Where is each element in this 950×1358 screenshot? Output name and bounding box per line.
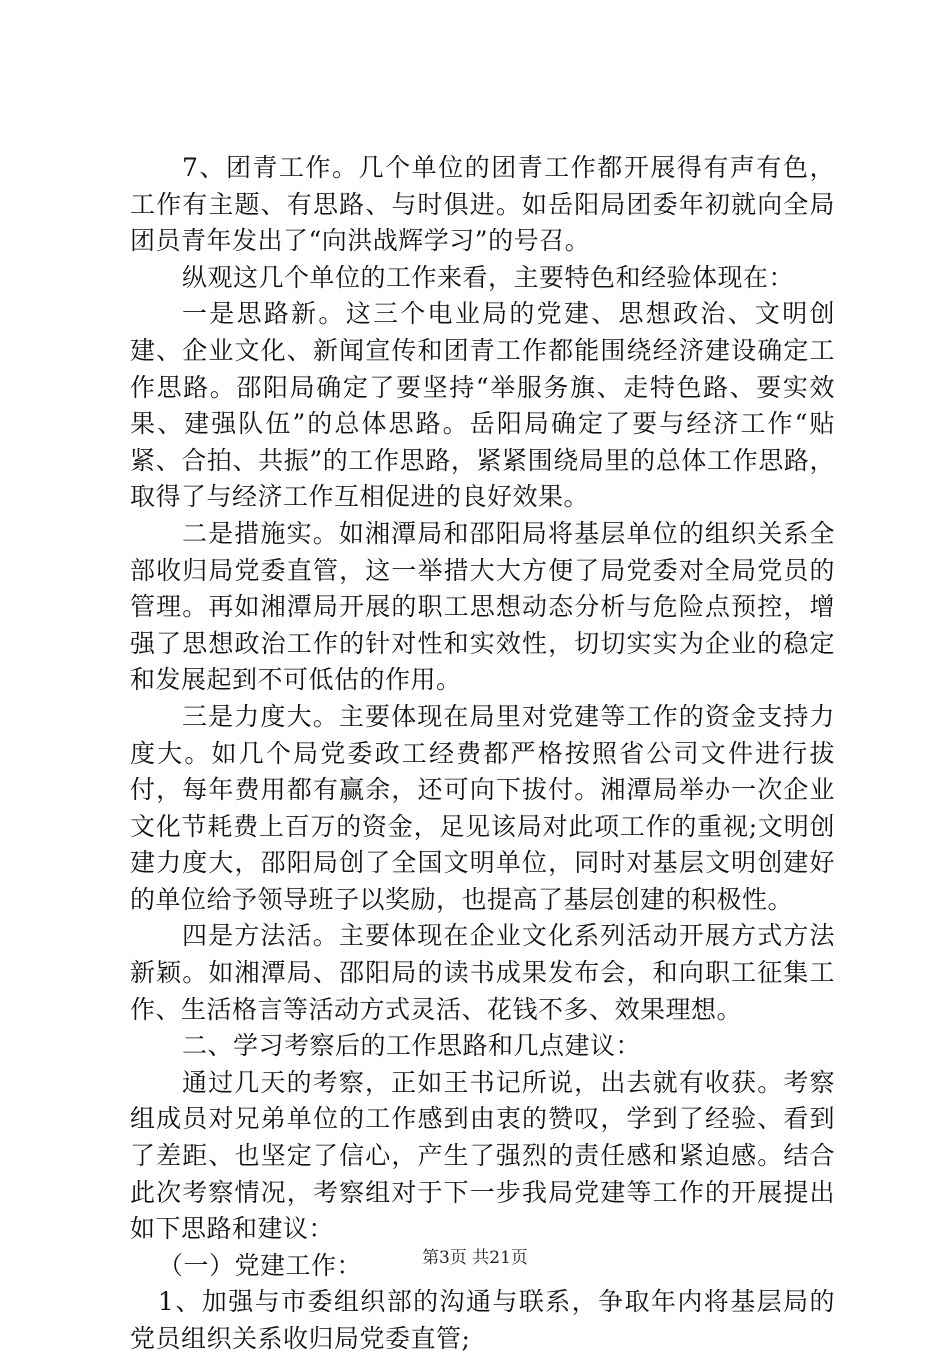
paragraph-strong-support: 三是力度大。主要体现在局里对党建等工作的资金支持力度大。如几个局党委政工经费都严格按照省公司文件进行拔付，每年费用都有赢余，还可向下拔付。湘潭局举办一次企业文化节耗费上百万的资金，足见该局对此项工作的重视;文明创建力度大，邵阳局创了全国文明单位，同时对基层文明创建好的单位给予领导班子以奖励，也提高了基层创建的积极性。: [130, 701, 835, 914]
paragraph-item-1: 1、加强与市委组织部的沟通与联系，争取年内将基层局的党员组织关系收归局党委直管;: [130, 1287, 835, 1353]
paragraph-solid-measures: 二是措施实。如湘潭局和邵阳局将基层单位的组织关系全部收归局党委直管，这一举措大大方便了局党委对全局党员的管理。再如湘潭局开展的职工思想动态分析与危险点预控，增强了思想政治工作的针对性和实效性，切切实实为企业的稳定和发展起到不可低估的作用。: [130, 518, 835, 695]
document-body: [130, 150, 835, 1358]
paragraph-flexible-methods: 四是方法活。主要体现在企业文化系列活动开展方式方法新颖。如湘潭局、邵阳局的读书成果发布会，和向职工征集工作、生活格言等活动方式灵活、花钱不多、效果理想。: [130, 921, 835, 1024]
subheading-party-building: （一）党建工作：: [158, 1250, 363, 1280]
paragraph-new-thinking: 一是思路新。这三个电业局的党建、思想政治、文明创建、企业文化、新闻宣传和团青工作都能围绕经济建设确定工作思路。邵阳局确定了要坚持“举服务旗、走特色路、要实效果、建强队伍”的总体思路。岳阳局确定了要与经济工作“贴紧、合拍、共振”的工作思路，紧紧围绕局里的总体工作思路，取得了与经济工作互相促进的良好效果。: [130, 299, 835, 512]
paragraph-inspection-summary: 通过几天的考察，正如王书记所说，出去就有收获。考察组成员对兄弟单位的工作感到由衷的赞叹，学到了经验、看到了差距、也坚定了信心，产生了强烈的责任感和紧迫感。结合此次考察情况，考察组对于下一步我局党建等工作的开展提出如下思路和建议：: [130, 1067, 835, 1244]
page-number-footer: 第3页 共21页: [422, 1248, 528, 1268]
paragraph-overview: 纵观这几个单位的工作来看，主要特色和经验体现在：: [182, 262, 795, 292]
paragraph-team-youth-work: 7、团青工作。几个单位的团青工作都开展得有声有色，工作有主题、有思路、与时俱进。如岳阳局团委年初就向全局团员青年发出了“向洪战辉学习”的号召。: [130, 153, 835, 256]
section-heading-ideas-suggestions: 二、学习考察后的工作思路和几点建议：: [182, 1031, 642, 1061]
